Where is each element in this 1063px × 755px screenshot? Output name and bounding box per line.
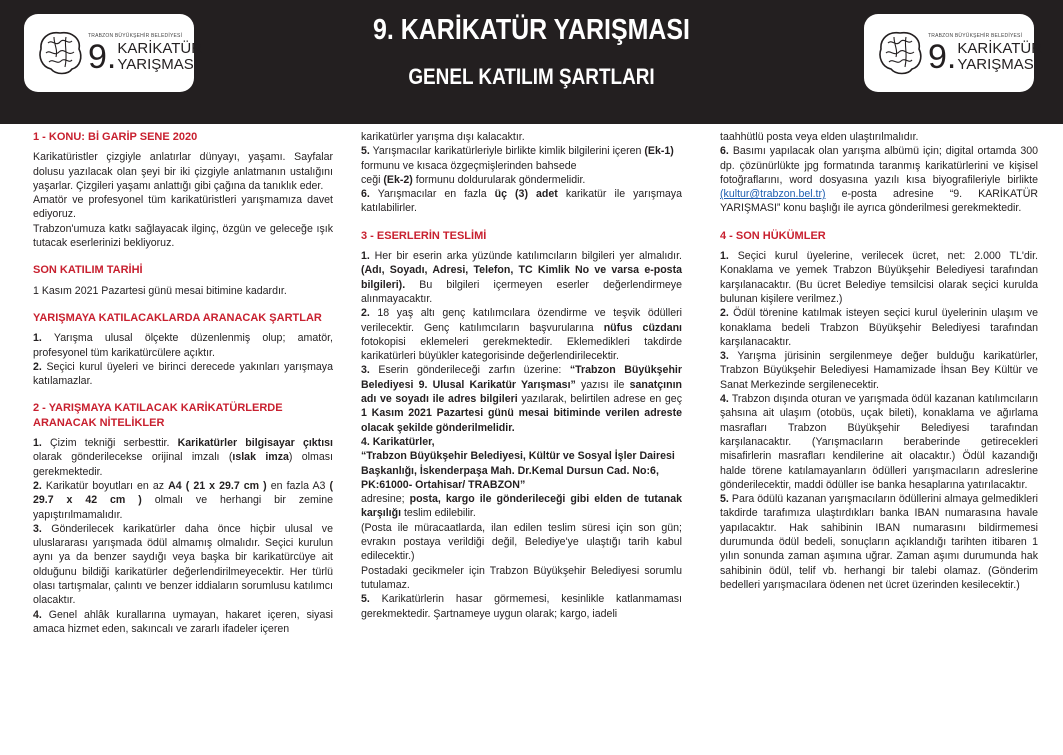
nitelik-item-3: 3. Gönderilecek karikatürler daha önce hiçbir ulusal ve uluslararası yarışmada ödül almamış olmalıdır. Seçici kurulun aynı ya da benzer saydığı veya başka bir karikatürcüye ait olduğunu bildiği karikatürler değerlendirilmeyecektir. Her türlü olası tartışmalar, çalıntı ve benzer iddiaların sorumlusu katılımcı olacaktır. (33, 522, 333, 607)
logo-word-2: YARIŞMASI (117, 56, 198, 73)
logo-number: 9. (88, 38, 117, 77)
section-heading-son-tarih: SON KATILIM TARİHİ (33, 264, 143, 277)
section-heading-konu: 1 - KONU: Bİ GARİP SENE 2020 (33, 131, 198, 143)
teslim-delivery-text: adresine; posta, kargo ile gönderileceği gibi elden de tutanak karşılığı teslim edilebilir. (361, 493, 682, 520)
logo-municipality-text: TRABZON BÜYÜKŞEHİR BELEDİYESİ (88, 33, 183, 40)
header-banner (0, 0, 1063, 124)
son-tarih-text: 1 Kasım 2021 Pazartesi günü mesai bitimine kadardır. (33, 284, 287, 297)
column-1 (33, 130, 333, 636)
teslim-item-6: 6. Basımı yapılacak olan yarışma albümü için; digital ortamda 300 dp. çözünürlükte jpg formatında taranmış karikatürlerini ve kişisel fotoğraflarını, word dosyasına yazılı kısa biyografileriyle birlikte (kultur@trabzon.bel.tr) e-posta adresine “9. KARİKATÜR YARIŞMASI” konu başlığı ile ayrıca gönderilmesi gerekmektedir. (720, 145, 1038, 215)
teslim-item-1: 1. Her bir eserin arka yüzünde katılımcıların bilgileri yer almalıdır. (Adı, Soyadı, Adresi, Telefon, TC Kimlik No ve varsa e-posta bilgileri). Bu bilgileri içermeyen eserler değerlendirmeye alınmayacaktır. (361, 250, 682, 305)
hukum-item-3: 3. Yarışma jürisinin sergilenmeye değer bulduğu karikatürler, Trabzon Büyükşehir Belediyesi Hamamizade İhsan Bey Kültür ve Sanat Merkezinde sergilenecektir. (720, 350, 1038, 391)
teslim-post-note: (Posta ile müracaatlarda, ilan edilen teslim süresi için son gün; evrakın postaya verildiği değil, Belediye'ye ulaştığı tarih kabul edilecektir.) (361, 521, 682, 563)
nitelik-item-6: 6. Yarışmacılar en fazla üç (3) adet karikatür ile yarışmaya katılabilirler. (361, 188, 682, 215)
teslim-item-4-heading: 4. Karikatürler, (361, 435, 435, 448)
logo-municipality-text: TRABZON BÜYÜKŞEHİR BELEDİYESİ (928, 33, 1023, 40)
email-link[interactable]: (kultur@trabzon.bel.tr) (720, 188, 826, 201)
nitelik-item-1: 1. Çizim tekniği serbesttir. Karikatürler bilgisayar çıktısı olarak gönderilecekse orijinal imzalı (ıslak imza) olması gerekmektedir. (33, 437, 333, 478)
sart-item-2: 2. Seçici kurul üyeleri ve birinci derecede yakınları yarışmaya katılamazlar. (33, 360, 333, 388)
hukum-item-4: 4. Trabzon dışında oturan ve yarışmada ödül kazanan katılımcıların şahsına ait ulaşım (otobüs, uçak bileti), konaklama ve ağırlama masrafları Trabzon Büyükşehir Belediyesi tarafından karşılanacaktır. (Yarışmacıların beraberinde getirecekleri misafirlerin masrafları kendilerine ait olacaktır.) Ödül kazandığı halde törene katılamayanların ödülleri yarışmacıların adreslerine gönderilecektir, maddi ödüller ise banka hesaplarına yatırılacaktır. (720, 393, 1038, 491)
teslim-item-2: 2. 18 yaş altı genç katılımcılara özendirme ve teşvik ödülleri verilecektir. Genç katılımcıların başvurularına nüfus cüzdanı fotokopisi eklemeleri gerekmektedir. Eklemedikleri takdirde karikatürleri büyükler kategorisinde değerlendirilecektir. (361, 307, 682, 363)
konu-paragraph-2: Amatör ve profesyonel tüm karikatüristleri yarışmamıza davet ediyoruz. (33, 194, 333, 221)
column-3 (720, 130, 1038, 592)
teslim-address: “Trabzon Büyükşehir Belediyesi, Kültür ve Sosyal İşler Dairesi Başkanlığı, İskenderpaşa Mah. Dr.Kemal Dursun Cad. No:6, PK:61000- Ortahisar/ TRABZON” (361, 450, 675, 491)
section-heading-teslim: 3 - ESERLERİN TESLİMİ (361, 229, 487, 242)
logo-word-2: YARIŞMASI (957, 56, 1038, 73)
hukum-item-1: 1. Seçici kurul üyelerine, verilecek ücret, net: 2.000 TL'dir. Konaklama ve yemek Trabzon Büyükşehir Belediyesi tarafından karşılanacaktır. (Bu ücret Belediye temsilcisi olarak seçici kurulda bulunan kişilere verilmez.) (720, 250, 1038, 305)
teslim-delay-note: Postadaki gecikmeler için Trabzon Büyükşehir Belediyesi sorumlu tutulamaz. (361, 564, 682, 591)
section-heading-nitelikler-2: ARANACAK NİTELİKLER (33, 416, 165, 429)
hukum-item-5: 5. Para ödülü kazanan yarışmacıların ödüllerini almaya gelmedikleri takdirde tarafımıza ulaştırdıkları banka IBAN numarasına havale yapılacaktır. Hak sahibinin IBAN numarasını bildirmemesi durumunda ödül bedeli, sonuçların açıklandığı tarihten itibaren 1 yılın sonunda zaman aşımına uğrar. Zaman aşımı durumunda hak sahibinin ödül, telif vb. herhangi bir talebi olamaz. (Gönderim bedelleri yarışmacılara ödenen net ücret üzerinden kesilecektir.) (720, 493, 1038, 591)
page-subtitle: GENEL KATILIM ŞARTLARI (408, 64, 655, 89)
nitelik-item-5: 5. Yarışmacılar karikatürleriyle birlikte kimlik bilgilerini içeren (Ek-1) formunu ve kısaca özgeçmişlerinden bahsede ceği (Ek-2) formunu doldurularak göndermelidir. (361, 145, 674, 186)
competition-logo-right (864, 14, 1043, 92)
nitelik-item-2: 2. Karikatür boyutları en az A4 ( 21 x 29.7 cm ) en fazla A3 ( 29.7 x 42 cm ) olmalı ve herhangi bir zemine yapıştırılmamalıdır. (33, 479, 334, 521)
scribble-brain-icon (874, 27, 926, 79)
sart-item-1: 1. Yarışma ulusal ölçekte düzenlenmiş olup; amatör, profesyonel tüm karikatürcülere açıktır. (33, 332, 333, 359)
konu-paragraph-3: Trabzon'umuza katkı sağlayacak ilginç, özgün ve geleceğe ışık tutacak eserlerinizi bekliyoruz. (33, 222, 333, 250)
teslim-item-5: 5. Karikatürlerin hasar görmemesi, kesinlikle katlanmaması gerekmektedir. Şartnameye uygun olarak; kargo, iadeli (361, 593, 682, 620)
section-heading-nitelikler-1: 2 - YARIŞMAYA KATILACAK KARİKATÜRLERDE (33, 402, 283, 415)
nitelik-item-4: 4. Genel ahlâk kurallarına uymayan, hakaret içeren, siyasi amaca hizmet eden, sakıncalı ve zararlı ifadeler içeren (33, 608, 333, 635)
teslim-item-5-continued: taahhütlü posta veya elden ulaştırılmalıdır. (720, 131, 919, 143)
hukum-item-2: 2. Ödül törenine katılmak isteyen seçici kurul üyelerinin ulaşım ve konaklama bedeli Trabzon Büyükşehir Belediyesi tarafından karşılanacaktır. (720, 307, 1038, 348)
logo-word-1: KARİKATÜR (117, 40, 203, 58)
page-title: 9. KARİKATÜR YARIŞMASI (373, 14, 690, 46)
nitelik-item-4-continued: karikatürler yarışma dışı kalacaktır. (361, 131, 525, 143)
logo-number: 9. (928, 38, 957, 77)
column-2 (361, 130, 682, 621)
teslim-item-3: 3. Eserin gönderileceği zarfın üzerine: “Trabzon Büyükşehir Belediyesi 9. Ulusal Karikatür Yarışması” yazısı ile sanatçının adı ve soyadı ile adres bilgileri yazılarak, belirtilen adrese en geç 1 Kasım 2021 Pazartesi günü mesai bitiminde verilen adreste olacak şekilde gönderilmelidir. (361, 364, 683, 434)
konu-paragraph-1: Karikatüristler çizgiyle anlatırlar dünyayı, yaşamı. Sayfalar dolusu yazılacak olan şeyi bir iki çizgiyle anlatmanın ustalığını yaşarlar. Çizgileri yaşamı anlattığı gibi çağına da tanıklık eder. (33, 151, 333, 192)
section-heading-sartlar: YARIŞMAYA KATILACAKLARDA ARANACAK ŞARTLAR (33, 311, 322, 324)
logo-word-1: KARİKATÜR (957, 40, 1043, 58)
section-heading-son-hukumler: 4 - SON HÜKÜMLER (720, 229, 826, 242)
